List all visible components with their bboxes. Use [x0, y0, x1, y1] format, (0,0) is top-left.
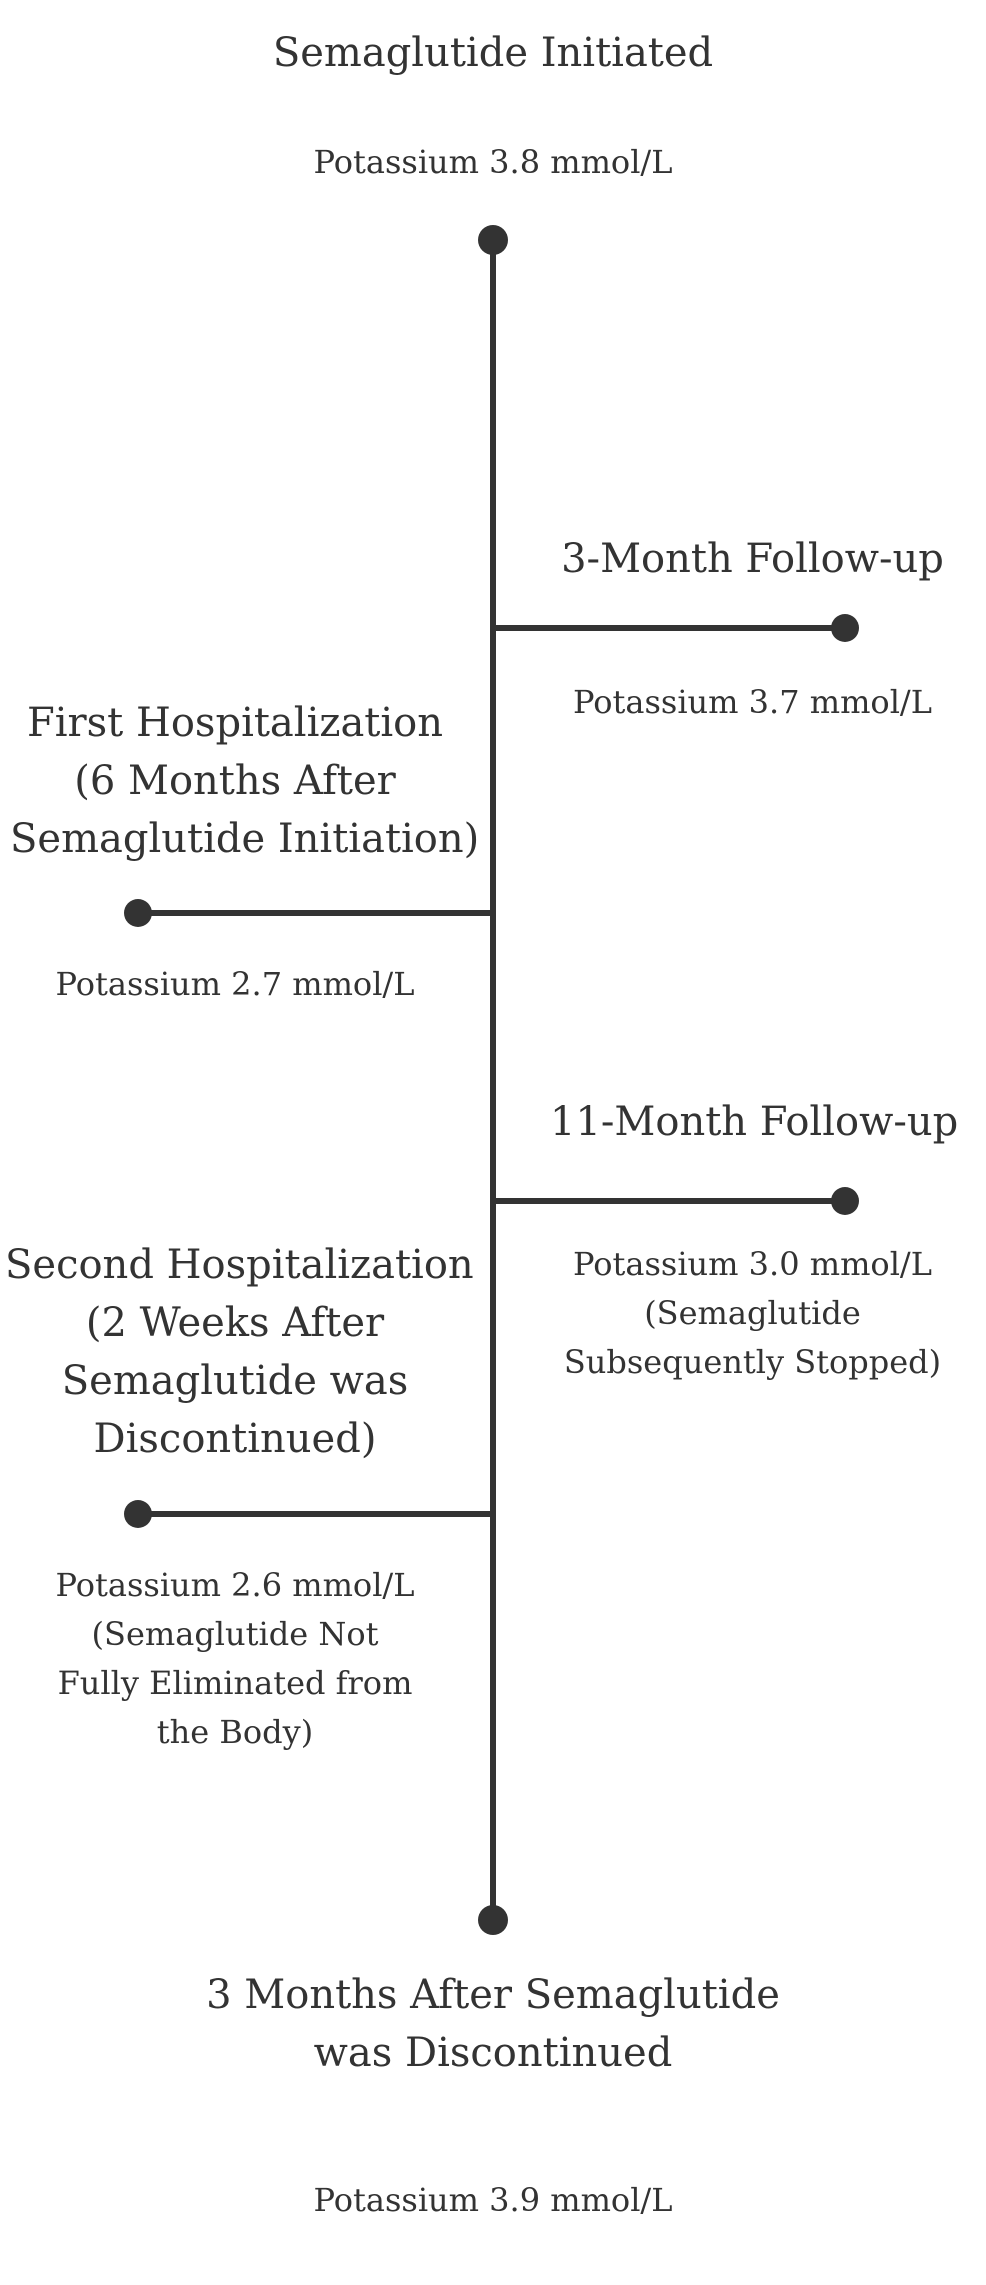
three-month-title [560, 530, 945, 588]
first-hospitalization-marker [124, 899, 152, 927]
eleven-month-detail [550, 1240, 955, 1387]
second-hospitalization-title-line: (2 Weeks After [85, 1300, 385, 1346]
first-hospitalization-title-line: First Hospitalization [26, 700, 443, 746]
start-detail-line: Potassium 3.8 mmol/L [313, 143, 673, 181]
second-hospitalization-detail [10, 1561, 460, 1757]
second-hospitalization-title-line: Semaglutide was [61, 1358, 409, 1404]
end-detail [243, 2176, 743, 2225]
second-hospitalization-detail-line: the Body) [156, 1713, 314, 1751]
first-hospitalization-title [10, 694, 480, 868]
second-hospitalization-detail-line: Fully Eliminated from [57, 1664, 413, 1702]
first-hospitalization-detail [10, 960, 460, 1009]
second-hospitalization-detail-line: (Semaglutide Not [91, 1615, 379, 1653]
end-marker [478, 1905, 508, 1935]
three-month-detail [560, 678, 945, 727]
start-title [193, 24, 793, 82]
three-month-marker [831, 614, 859, 642]
second-hospitalization-title-line: Discontinued) [93, 1416, 377, 1462]
first-hospitalization-title-line: (6 Months After [74, 758, 396, 804]
first-hospitalization-detail-line: Potassium 2.7 mmol/L [55, 965, 415, 1003]
eleven-month-detail-line: (Semaglutide [644, 1294, 861, 1332]
eleven-month-detail-line: Subsequently Stopped) [563, 1343, 942, 1381]
end-detail-line: Potassium 3.9 mmol/L [313, 2181, 673, 2219]
eleven-month-marker [831, 1187, 859, 1215]
second-hospitalization-marker [124, 1500, 152, 1528]
second-hospitalization-detail-line: Potassium 2.6 mmol/L [55, 1566, 415, 1604]
eleven-month-title [550, 1093, 959, 1151]
second-hospitalization-title-line: Second Hospitalization [5, 1242, 474, 1288]
end-title-line: 3 Months After Semaglutide [206, 1972, 780, 2018]
end-title [143, 1966, 843, 2082]
eleven-month-title-line: 11-Month Follow-up [550, 1099, 959, 1145]
start-title-line: Semaglutide Initiated [272, 30, 714, 76]
end-title-line: was Discontinued [313, 2030, 673, 2076]
three-month-title-line: 3-Month Follow-up [561, 536, 944, 582]
three-month-detail-line: Potassium 3.7 mmol/L [573, 683, 932, 721]
start-marker [478, 225, 508, 255]
start-detail [243, 138, 743, 187]
eleven-month-detail-line: Potassium 3.0 mmol/L [573, 1245, 932, 1283]
second-hospitalization-title [5, 1236, 474, 1468]
first-hospitalization-title-line: Semaglutide Initiation) [10, 816, 480, 862]
